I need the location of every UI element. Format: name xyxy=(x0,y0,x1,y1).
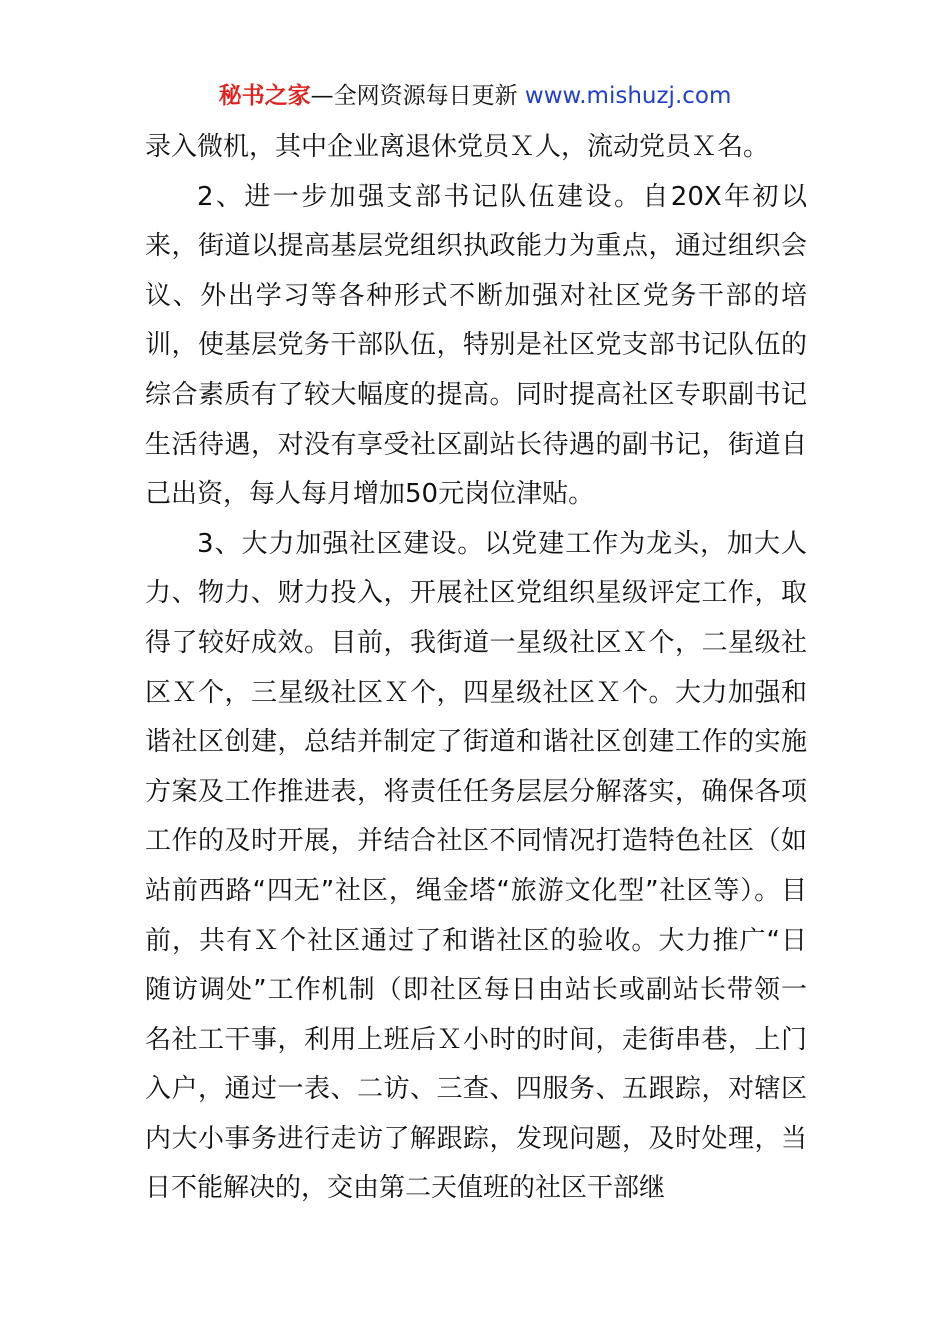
paragraph-community-building: 3、大力加强社区建设。以党建工作为龙头，加大人力、物力、财力投入，开展社区党组织星级评定工作，取得了较好成效。目前，我街道一星级社区Ｘ个，二星级社区Ｘ个，三星级社区Ｘ个，四星级社区Ｘ个。大力加强和谐社区创建，总结并制定了街道和谐社区创建工作的实施方案及工作推进表，将责任任务层层分解落实，确保各项工作的及时开展，并结合社区不同情况打造特色社区（如站前西路“四无”社区，绳金塔“旅游文化型”社区等）。目前，共有Ｘ个社区通过了和谐社区的验收。大力推广“日随访调处”工作机制（即社区每日由站长或副站长带领一名社工干事，利用上班后Ｘ小时的时间，走街串巷，上门入户，通过一表、二访、三查、四服务、五跟踪，对辖区内大小事务进行走访了解跟踪，发现问题，及时处理，当日不能解决的，交由第二天值班的社区干部继 xyxy=(145,528,807,1204)
website-url[interactable]: www.mishuzj.com xyxy=(524,83,732,109)
paragraph-continuation: 录入微机，其中企业离退休党员Ｘ人，流动党员Ｘ名。 xyxy=(145,132,770,162)
paragraph-secretary-team: 2、进一步加强支部书记队伍建设。自20X年初以来，街道以提高基层党组织执政能力为重点，通过组织会议、外出学习等各种形式不断加强对社区党务干部的培训，使基层党务干部队伍，特别是社区党支部书记队伍的综合素质有了较大幅度的提高。同时提高社区专职副书记生活待遇，对没有享受社区副站长待遇的副书记，街道自己出资，每人每月增加50元岗位津贴。 xyxy=(145,181,807,510)
brand-name: 秘书之家 xyxy=(218,83,311,109)
header-tagline: —全网资源每日更新 xyxy=(310,83,525,109)
document-body xyxy=(145,123,807,1214)
page-header xyxy=(0,80,950,112)
